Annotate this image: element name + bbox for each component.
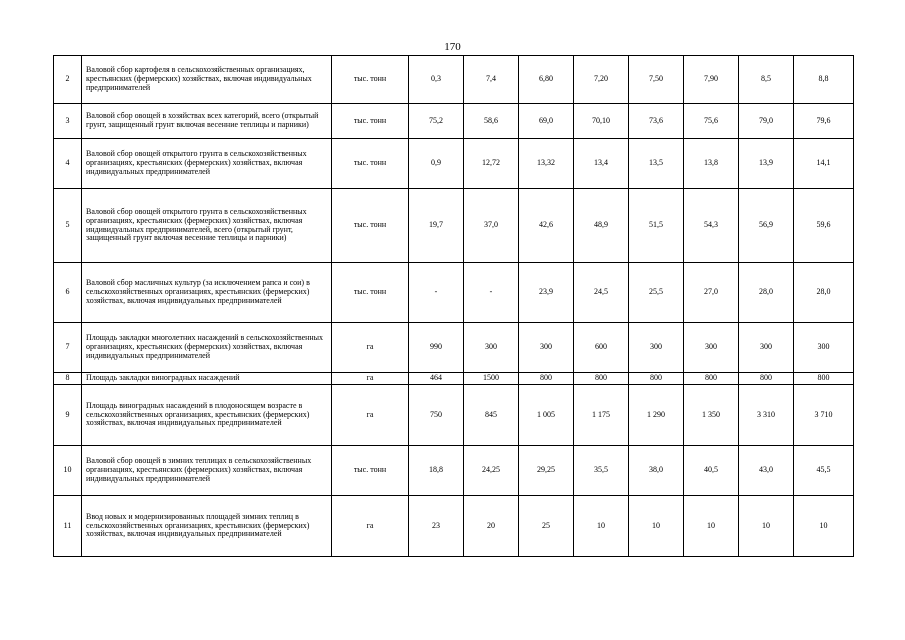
row-number-cell: 10 <box>54 446 82 496</box>
value-cell: 800 <box>519 373 574 385</box>
value-cell: 23,9 <box>519 263 574 323</box>
value-cell: 25,5 <box>629 263 684 323</box>
value-cell: 12,72 <box>464 139 519 189</box>
value-cell: 10 <box>574 496 629 557</box>
table-row <box>54 496 854 557</box>
value-cell: 300 <box>739 323 794 373</box>
value-cell: 10 <box>629 496 684 557</box>
row-number-cell: 7 <box>54 323 82 373</box>
value-cell: 13,32 <box>519 139 574 189</box>
value-cell: 45,5 <box>794 446 854 496</box>
value-cell: 7,50 <box>629 56 684 104</box>
value-cell: 13,5 <box>629 139 684 189</box>
value-cell: 37,0 <box>464 189 519 263</box>
value-cell: - <box>464 263 519 323</box>
value-cell: 75,2 <box>409 104 464 139</box>
value-cell: 0,9 <box>409 139 464 189</box>
indicator-description-cell: Валовой сбор овощей в зимних теплицах в сельскохозяйственных организациях, крестьянских (фермерских) хозяйствах, включая индивидуальных предпринимателей <box>82 446 332 496</box>
value-cell: 990 <box>409 323 464 373</box>
indicator-description-cell: Ввод новых и модернизированных площадей зимних теплиц в сельскохозяйственных организациях, крестьянских (фермерских) хозяйствах, включая индивидуальных предпринимателей <box>82 496 332 557</box>
indicator-description-cell: Площадь закладки многолетних насаждений в сельскохозяйственных организациях, крестьянских (фермерских) хозяйствах, включая индивидуальных предпринимателей <box>82 323 332 373</box>
value-cell: 23 <box>409 496 464 557</box>
value-cell: 29,25 <box>519 446 574 496</box>
value-cell: 6,80 <box>519 56 574 104</box>
value-cell: 40,5 <box>684 446 739 496</box>
value-cell: 42,6 <box>519 189 574 263</box>
table-row <box>54 139 854 189</box>
indicator-description-cell: Валовой сбор овощей открытого грунта в сельскохозяйственных организациях, крестьянских (фермерских) хозяйствах, включая индивидуальных предпринимателей, всего (открытый грунт, защищенный грунт включая весенние теплицы и парники) <box>82 189 332 263</box>
value-cell: 51,5 <box>629 189 684 263</box>
row-number-cell: 2 <box>54 56 82 104</box>
value-cell: 7,4 <box>464 56 519 104</box>
value-cell: 7,90 <box>684 56 739 104</box>
row-number-cell: 3 <box>54 104 82 139</box>
value-cell: 27,0 <box>684 263 739 323</box>
value-cell: 38,0 <box>629 446 684 496</box>
value-cell: 35,5 <box>574 446 629 496</box>
row-number-cell: 8 <box>54 373 82 385</box>
table-row <box>54 385 854 446</box>
value-cell: 79,6 <box>794 104 854 139</box>
value-cell: 20 <box>464 496 519 557</box>
value-cell: 800 <box>684 373 739 385</box>
page-number: 170 <box>444 41 461 53</box>
value-cell: 24,5 <box>574 263 629 323</box>
row-number-cell: 11 <box>54 496 82 557</box>
unit-cell: тыс. тонн <box>332 139 409 189</box>
value-cell: 54,3 <box>684 189 739 263</box>
value-cell: 300 <box>629 323 684 373</box>
table-row <box>54 104 854 139</box>
value-cell: 13,8 <box>684 139 739 189</box>
unit-cell: тыс. тонн <box>332 104 409 139</box>
value-cell: 800 <box>794 373 854 385</box>
indicator-description-cell: Площадь закладки виноградных насаждений <box>82 373 332 385</box>
indicators-table <box>53 55 854 557</box>
unit-cell: тыс. тонн <box>332 263 409 323</box>
value-cell: 3 710 <box>794 385 854 446</box>
indicator-description-cell: Валовой сбор овощей открытого грунта в сельскохозяйственных организациях, крестьянских (фермерских) хозяйствах, включая индивидуальных предпринимателей <box>82 139 332 189</box>
unit-cell: тыс. тонн <box>332 446 409 496</box>
unit-cell: га <box>332 496 409 557</box>
row-number-cell: 5 <box>54 189 82 263</box>
indicator-description-cell: Площадь виноградных насаждений в плодоносящем возрасте в сельскохозяйственных организациях, крестьянских (фермерских) хозяйствах, включая индивидуальных предпринимателей <box>82 385 332 446</box>
table-row <box>54 323 854 373</box>
value-cell: 69,0 <box>519 104 574 139</box>
value-cell: 25 <box>519 496 574 557</box>
value-cell: 13,4 <box>574 139 629 189</box>
value-cell: 800 <box>739 373 794 385</box>
value-cell: 70,10 <box>574 104 629 139</box>
value-cell: 800 <box>629 373 684 385</box>
value-cell: 10 <box>684 496 739 557</box>
value-cell: 464 <box>409 373 464 385</box>
table-row <box>54 189 854 263</box>
table-row <box>54 56 854 104</box>
value-cell: 28,0 <box>739 263 794 323</box>
value-cell: 750 <box>409 385 464 446</box>
value-cell: 0,3 <box>409 56 464 104</box>
value-cell: 13,9 <box>739 139 794 189</box>
unit-cell: га <box>332 323 409 373</box>
value-cell: 56,9 <box>739 189 794 263</box>
indicator-description-cell: Валовой сбор масличных культур (за исключением рапса и сои) в сельскохозяйственных организациях, крестьянских (фермерских) хозяйствах, включая индивидуальных предпринимателей <box>82 263 332 323</box>
value-cell: 19,7 <box>409 189 464 263</box>
table-row <box>54 373 854 385</box>
value-cell: 300 <box>794 323 854 373</box>
value-cell: 8,8 <box>794 56 854 104</box>
value-cell: 75,6 <box>684 104 739 139</box>
row-number-cell: 6 <box>54 263 82 323</box>
row-number-cell: 4 <box>54 139 82 189</box>
value-cell: 43,0 <box>739 446 794 496</box>
value-cell: 28,0 <box>794 263 854 323</box>
value-cell: 10 <box>739 496 794 557</box>
value-cell: 10 <box>794 496 854 557</box>
value-cell: 24,25 <box>464 446 519 496</box>
value-cell: 600 <box>574 323 629 373</box>
value-cell: 1 175 <box>574 385 629 446</box>
table-row <box>54 263 854 323</box>
value-cell: 58,6 <box>464 104 519 139</box>
unit-cell: га <box>332 385 409 446</box>
value-cell: 14,1 <box>794 139 854 189</box>
indicator-description-cell: Валовой сбор овощей в хозяйствах всех категорий, всего (открытый грунт, защищенный грунт включая весенние теплицы и парники) <box>82 104 332 139</box>
value-cell: 1 350 <box>684 385 739 446</box>
value-cell: 1 290 <box>629 385 684 446</box>
indicator-description-cell: Валовой сбор картофеля в сельскохозяйственных организациях, крестьянских (фермерских) хозяйствах, включая индивидуальных предпринимателей <box>82 56 332 104</box>
value-cell: 59,6 <box>794 189 854 263</box>
value-cell: 1 005 <box>519 385 574 446</box>
value-cell: 3 310 <box>739 385 794 446</box>
value-cell: 1500 <box>464 373 519 385</box>
unit-cell: га <box>332 373 409 385</box>
unit-cell: тыс. тонн <box>332 189 409 263</box>
row-number-cell: 9 <box>54 385 82 446</box>
value-cell: 73,6 <box>629 104 684 139</box>
value-cell: 48,9 <box>574 189 629 263</box>
value-cell: - <box>409 263 464 323</box>
value-cell: 79,0 <box>739 104 794 139</box>
value-cell: 18,8 <box>409 446 464 496</box>
table-row <box>54 446 854 496</box>
value-cell: 800 <box>574 373 629 385</box>
value-cell: 8,5 <box>739 56 794 104</box>
value-cell: 845 <box>464 385 519 446</box>
value-cell: 7,20 <box>574 56 629 104</box>
value-cell: 300 <box>464 323 519 373</box>
value-cell: 300 <box>519 323 574 373</box>
unit-cell: тыс. тонн <box>332 56 409 104</box>
value-cell: 300 <box>684 323 739 373</box>
